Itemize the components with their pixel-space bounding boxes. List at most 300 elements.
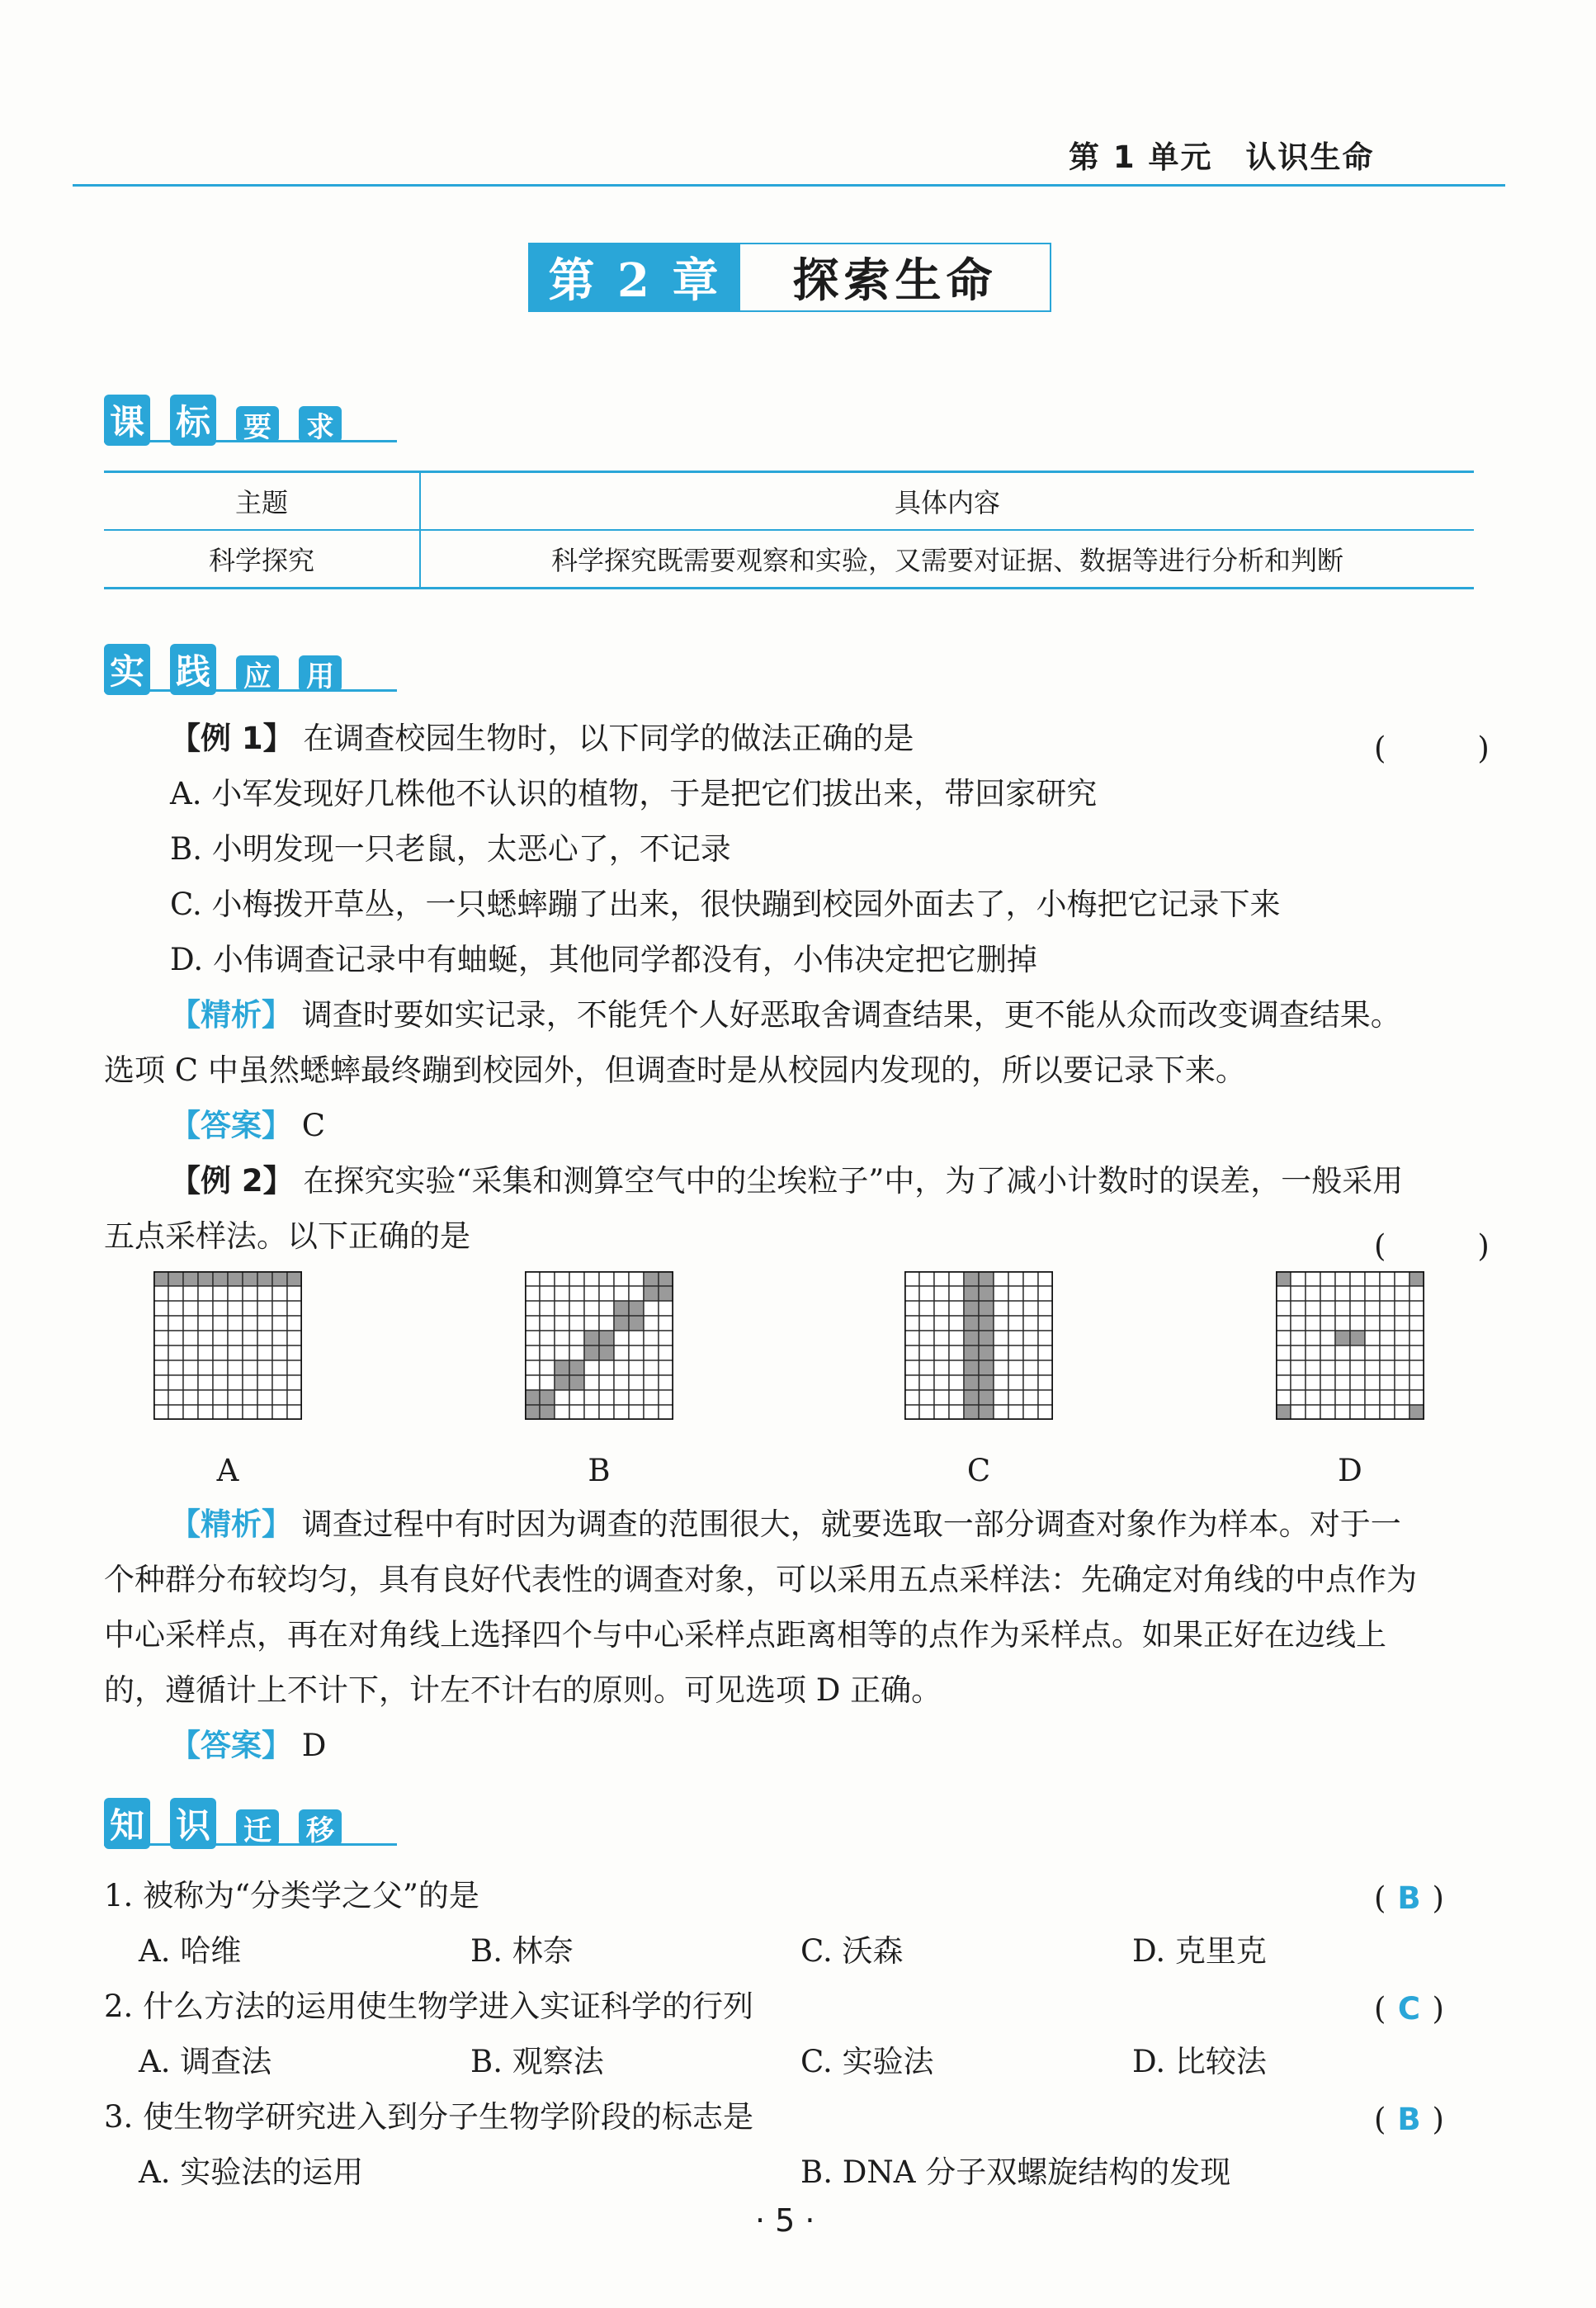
example2-analysis-text: 调查过程中有时因为调查的范围很大，就要选取一部分调查对象作为样本。对于一: [301, 1506, 1401, 1542]
grid-cell-shaded: [964, 1301, 979, 1316]
grid-cell: [272, 1301, 287, 1316]
grid-cell: [198, 1360, 213, 1375]
grid-cell: [1276, 1390, 1291, 1405]
section-transfer-badge: [104, 1790, 361, 1849]
grid-cell: [1395, 1405, 1409, 1420]
grid-cell: [540, 1346, 555, 1360]
grid-cell-shaded: [525, 1405, 540, 1420]
grid-cell-shaded: [599, 1331, 614, 1346]
grid-cell: [183, 1286, 198, 1301]
grid-cell: [1023, 1331, 1038, 1346]
grid-cell: [1335, 1316, 1350, 1331]
grid-cell: [540, 1331, 555, 1346]
grid-cell: [540, 1375, 555, 1390]
grid-cell: [1380, 1375, 1395, 1390]
grid-cell: [1306, 1301, 1320, 1316]
grid-cell-shaded: [257, 1271, 272, 1286]
grid-cell: [272, 1405, 287, 1420]
grid-cell-shaded: [213, 1271, 228, 1286]
section-practice-badge: [104, 636, 361, 695]
example2-analysis-line: [170, 1506, 1401, 1542]
grid-cell: [614, 1375, 629, 1390]
badge-char: 求: [299, 406, 342, 442]
sampling-grid-c: [904, 1271, 1053, 1420]
grid-cell: [599, 1360, 614, 1375]
badge-char: 课: [104, 395, 150, 446]
grid-cell: [228, 1405, 243, 1420]
grid-cell: [919, 1360, 934, 1375]
grid-cell: [153, 1375, 168, 1390]
grid-cell: [1306, 1360, 1320, 1375]
grid-label-b: B: [588, 1453, 611, 1488]
grid-cell: [934, 1390, 949, 1405]
grid-cell: [1365, 1316, 1380, 1331]
grid-cell-shaded: [168, 1271, 183, 1286]
grid-cell: [1038, 1301, 1053, 1316]
grid-cell: [287, 1405, 302, 1420]
grid-cell: [1038, 1271, 1053, 1286]
grid-cell: [659, 1405, 673, 1420]
grid-cell: [934, 1286, 949, 1301]
grid-cell: [272, 1375, 287, 1390]
grid-cell: [153, 1316, 168, 1331]
table-cell: 科学探究既需要观察和实验，又需要对证据、数据等进行分析和判断: [420, 530, 1474, 589]
grid-cell-shaded: [979, 1405, 994, 1420]
question-2-answer: C: [1397, 1991, 1421, 2027]
grid-cell: [287, 1390, 302, 1405]
grid-cell-shaded: [584, 1331, 599, 1346]
grid-cell: [183, 1301, 198, 1316]
grid-cell-shaded: [569, 1360, 584, 1375]
question-1-bracket: ( B ): [1374, 1880, 1444, 1916]
example2-tag: 【例 2】: [170, 1163, 294, 1199]
question-3-option: B. DNA 分子双螺旋结构的发现: [800, 2154, 1231, 2190]
grid-cell: [1023, 1286, 1038, 1301]
grid-cell: [540, 1360, 555, 1375]
question-1-option: D. 克里克: [1132, 1933, 1267, 1969]
grid-cell: [1008, 1360, 1023, 1375]
grid-cell: [287, 1360, 302, 1375]
grid-cell: [1350, 1346, 1365, 1360]
grid-cell: [555, 1316, 569, 1331]
grid-cell: [629, 1390, 644, 1405]
grid-cell: [525, 1375, 540, 1390]
grid-cell: [994, 1390, 1008, 1405]
grid-cell: [525, 1360, 540, 1375]
grid-cell-shaded: [555, 1375, 569, 1390]
example2-answer: [170, 1730, 326, 1761]
grid-cell-shaded: [964, 1390, 979, 1405]
grid-cell: [1335, 1286, 1350, 1301]
grid-label-d: D: [1338, 1453, 1362, 1488]
question-3: 3. 使生物学研究进入到分子生物学阶段的标志是: [104, 2099, 754, 2135]
grid-cell-shaded: [569, 1375, 584, 1390]
grid-cell: [614, 1405, 629, 1420]
grid-cell: [525, 1331, 540, 1346]
grid-cell: [153, 1405, 168, 1420]
grid-cell: [1380, 1390, 1395, 1405]
grid-cell: [1365, 1405, 1380, 1420]
grid-cell: [919, 1301, 934, 1316]
grid-cell: [1008, 1331, 1023, 1346]
example1-option-a: A. 小军发现好几株他不认识的植物，于是把它们拔出来，带回家研究: [170, 776, 1098, 811]
grid-cell: [540, 1316, 555, 1331]
chapter-title: 探索生命: [792, 253, 998, 308]
grid-cell: [540, 1301, 555, 1316]
grid-cell: [1276, 1346, 1291, 1360]
grid-cell: [1023, 1390, 1038, 1405]
grid-cell-shaded: [584, 1346, 599, 1360]
grid-cell: [614, 1390, 629, 1405]
grid-cell: [644, 1301, 659, 1316]
grid-cell: [1306, 1405, 1320, 1420]
grid-cell: [934, 1360, 949, 1375]
grid-cell: [1008, 1390, 1023, 1405]
grid-cell: [584, 1390, 599, 1405]
grid-cell: [584, 1405, 599, 1420]
grid-cell: [243, 1331, 257, 1346]
grid-cell: [1395, 1331, 1409, 1346]
grid-cell: [1380, 1286, 1395, 1301]
grid-cell-shaded: [1350, 1331, 1365, 1346]
grid-cell: [1350, 1286, 1365, 1301]
grid-cell: [272, 1390, 287, 1405]
grid-cell: [1038, 1316, 1053, 1331]
grid-cell: [659, 1346, 673, 1360]
grid-cell: [934, 1271, 949, 1286]
grid-cell: [198, 1390, 213, 1405]
grid-cell: [525, 1271, 540, 1286]
grid-cell-shaded: [979, 1301, 994, 1316]
grid-cell: [934, 1375, 949, 1390]
grid-cell: [904, 1271, 919, 1286]
grid-cell-shaded: [979, 1286, 994, 1301]
grid-cell: [919, 1331, 934, 1346]
example2-analysis-line: 个种群分布较均匀，具有良好代表性的调查对象，可以采用五点采样法：先确定对角线的中点作为: [104, 1562, 1417, 1597]
grid-cell: [1320, 1360, 1335, 1375]
example2-analysis-line: 的，遵循计上不计下，计左不计右的原则。可见选项 D 正确。: [104, 1672, 942, 1708]
grid-cell: [257, 1316, 272, 1331]
grid-cell-shaded: [525, 1390, 540, 1405]
grid-cell: [1038, 1390, 1053, 1405]
grid-cell: [1320, 1316, 1335, 1331]
grid-cell: [1320, 1286, 1335, 1301]
grid-cell: [1038, 1346, 1053, 1360]
grid-cell: [569, 1286, 584, 1301]
question-2-option: D. 比较法: [1132, 2044, 1267, 2079]
grid-cell: [1380, 1301, 1395, 1316]
grid-cell: [555, 1331, 569, 1346]
badge-char: 实: [104, 644, 150, 695]
grid-cell: [213, 1375, 228, 1390]
grid-cell: [1023, 1301, 1038, 1316]
grid-cell: [659, 1301, 673, 1316]
question-2-option: A. 调查法: [139, 2044, 272, 2079]
example1-option-d: D. 小伟调查记录中有蚰蜒，其他同学都没有，小伟决定把它删掉: [170, 942, 1037, 977]
grid-cell: [1023, 1346, 1038, 1360]
grid-cell: [168, 1301, 183, 1316]
grid-label-a: A: [216, 1453, 239, 1488]
grid-cell: [1320, 1375, 1335, 1390]
grid-cell: [257, 1301, 272, 1316]
grid-cell: [1276, 1331, 1291, 1346]
grid-cell: [1365, 1390, 1380, 1405]
grid-cell: [934, 1301, 949, 1316]
question-2-option: B. 观察法: [470, 2044, 604, 2079]
grid-cell: [228, 1390, 243, 1405]
grid-cell: [569, 1390, 584, 1405]
grid-cell-shaded: [644, 1286, 659, 1301]
grid-cell-shaded: [198, 1271, 213, 1286]
sampling-grid-d: [1276, 1271, 1424, 1420]
grid-cell: [243, 1390, 257, 1405]
grid-cell: [614, 1271, 629, 1286]
grid-cell: [614, 1346, 629, 1360]
grid-cell: [183, 1346, 198, 1360]
badge-char: 践: [170, 644, 216, 695]
grid-cell: [198, 1301, 213, 1316]
grid-cell: [1365, 1346, 1380, 1360]
grid-cell: [183, 1375, 198, 1390]
grid-cell: [1365, 1286, 1380, 1301]
grid-cell: [555, 1390, 569, 1405]
grid-cell: [1008, 1346, 1023, 1360]
badge-char: 识: [170, 1798, 216, 1849]
grid-cell: [153, 1360, 168, 1375]
question-2: 2. 什么方法的运用使生物学进入实证科学的行列: [104, 1989, 754, 2024]
grid-cell: [555, 1405, 569, 1420]
grid-cell-shaded: [964, 1375, 979, 1390]
grid-cell: [994, 1301, 1008, 1316]
unit-number: 第 1 单元: [1069, 140, 1213, 175]
grid-cell: [153, 1346, 168, 1360]
grid-cell: [1038, 1286, 1053, 1301]
grid-cell-shaded: [964, 1405, 979, 1420]
table-header-row: [104, 472, 1474, 531]
grid-cell-shaded: [979, 1271, 994, 1286]
grid-cell-shaded: [599, 1346, 614, 1360]
grid-cell: [183, 1360, 198, 1375]
grid-cell: [614, 1360, 629, 1375]
grid-cell: [153, 1331, 168, 1346]
grid-cell: [659, 1331, 673, 1346]
grid-cell: [644, 1331, 659, 1346]
grid-cell: [198, 1316, 213, 1331]
grid-cell: [168, 1360, 183, 1375]
grid-cell: [644, 1405, 659, 1420]
grid-cell: [1335, 1301, 1350, 1316]
example1-answer-tag: 【答案】: [170, 1108, 292, 1143]
grid-cell: [949, 1301, 964, 1316]
grid-cell: [287, 1346, 302, 1360]
question-3-answer: B: [1397, 2102, 1421, 2137]
grid-cell: [1291, 1286, 1306, 1301]
grid-cell: [949, 1331, 964, 1346]
grid-cell: [525, 1316, 540, 1331]
grid-cell: [243, 1316, 257, 1331]
grid-cell-shaded: [964, 1346, 979, 1360]
grid-cell-shaded: [555, 1360, 569, 1375]
grid-cell-shaded: [614, 1301, 629, 1316]
grid-cell: [1365, 1271, 1380, 1286]
grid-cell: [599, 1405, 614, 1420]
example2-analysis-tag: 【精析】: [170, 1506, 292, 1542]
grid-cell: [257, 1286, 272, 1301]
grid-cell: [949, 1271, 964, 1286]
grid-cell: [644, 1360, 659, 1375]
grid-cell-shaded: [979, 1390, 994, 1405]
grid-cell: [629, 1360, 644, 1375]
grid-cell-shaded: [629, 1301, 644, 1316]
question-1-option: C. 沃森: [800, 1933, 904, 1969]
badge-char: 标: [170, 395, 216, 446]
grid-cell: [1395, 1346, 1409, 1360]
grid-cell: [949, 1405, 964, 1420]
grid-cell: [994, 1375, 1008, 1390]
grid-cell: [1291, 1360, 1306, 1375]
grid-cell-shaded: [287, 1271, 302, 1286]
grid-cell: [228, 1331, 243, 1346]
grid-cell: [213, 1346, 228, 1360]
grid-cell: [569, 1405, 584, 1420]
question-3-option: A. 实验法的运用: [139, 2154, 364, 2190]
grid-cell: [287, 1375, 302, 1390]
badge-char: 要: [236, 406, 279, 442]
grid-cell: [569, 1316, 584, 1331]
grid-cell: [629, 1405, 644, 1420]
grid-cell-shaded: [272, 1271, 287, 1286]
grid-cell: [198, 1286, 213, 1301]
grid-cell: [1350, 1271, 1365, 1286]
grid-cell: [228, 1316, 243, 1331]
grid-cell: [599, 1390, 614, 1405]
grid-cell: [1008, 1316, 1023, 1331]
grid-cell: [629, 1346, 644, 1360]
grid-cell: [599, 1301, 614, 1316]
grid-cell: [213, 1286, 228, 1301]
grid-cell: [659, 1390, 673, 1405]
example1-analysis-line: [170, 997, 1401, 1033]
example1-option-c: C. 小梅拨开草丛，一只蟋蟀蹦了出来，很快蹦到校园外面去了，小梅把它记录下来: [170, 887, 1281, 922]
grid-cell: [555, 1271, 569, 1286]
grid-cell: [213, 1390, 228, 1405]
table-header-cell: 主题: [104, 472, 420, 531]
question-2-bracket: ( C ): [1374, 1991, 1444, 2027]
example1-option-b: B. 小明发现一只老鼠，太恶心了，不记录: [170, 831, 731, 867]
example2-question-text: 在探究实验“采集和测算空气中的尘埃粒子”中，为了减小计数时的误差，一般采用: [303, 1163, 1404, 1199]
grid-cell: [1008, 1286, 1023, 1301]
grid-cell-shaded: [243, 1271, 257, 1286]
grid-cell: [934, 1316, 949, 1331]
grid-cell-shaded: [183, 1271, 198, 1286]
grid-cell: [934, 1331, 949, 1346]
grid-cell: [1395, 1286, 1409, 1301]
grid-cell: [644, 1375, 659, 1390]
grid-cell: [198, 1331, 213, 1346]
grid-cell: [243, 1375, 257, 1390]
grid-cell: [198, 1346, 213, 1360]
grid-cell: [599, 1375, 614, 1390]
table-cell: 科学探究: [104, 530, 420, 589]
grid-cell: [1291, 1375, 1306, 1390]
grid-cell: [198, 1405, 213, 1420]
grid-cell: [213, 1301, 228, 1316]
grid-cell-shaded: [629, 1316, 644, 1331]
grid-cell: [1276, 1360, 1291, 1375]
grid-cell: [1409, 1346, 1424, 1360]
grid-cell: [257, 1375, 272, 1390]
grid-cell: [257, 1331, 272, 1346]
grid-cell: [919, 1405, 934, 1420]
example1-question: [170, 723, 914, 754]
badge-char: 应: [236, 655, 279, 692]
grid-cell: [584, 1316, 599, 1331]
grid-cell: [168, 1316, 183, 1331]
grid-cell: [1320, 1271, 1335, 1286]
grid-cell: [584, 1286, 599, 1301]
grid-cell: [934, 1405, 949, 1420]
grid-cell: [1380, 1331, 1395, 1346]
grid-cell-shaded: [964, 1360, 979, 1375]
badge-char: 迁: [236, 1809, 279, 1846]
grid-cell-shaded: [153, 1271, 168, 1286]
grid-cell: [168, 1405, 183, 1420]
grid-cell: [243, 1301, 257, 1316]
grid-cell: [629, 1375, 644, 1390]
grid-cell: [525, 1286, 540, 1301]
example1-bracket: ( ): [1374, 731, 1490, 766]
grid-cell: [1023, 1375, 1038, 1390]
grid-cell: [1380, 1316, 1395, 1331]
sampling-grid-a: [153, 1271, 302, 1420]
grid-cell: [1335, 1271, 1350, 1286]
grid-cell: [1008, 1301, 1023, 1316]
example1-answer-value: C: [301, 1108, 326, 1143]
grid-cell: [1409, 1331, 1424, 1346]
grid-cell: [1395, 1316, 1409, 1331]
grid-cell: [1291, 1316, 1306, 1331]
grid-cell: [183, 1405, 198, 1420]
grid-cell: [1365, 1360, 1380, 1375]
grid-cell: [629, 1271, 644, 1286]
grid-cell: [644, 1346, 659, 1360]
grid-cell: [644, 1390, 659, 1405]
grid-cell: [168, 1346, 183, 1360]
grid-cell: [153, 1390, 168, 1405]
grid-cell: [904, 1316, 919, 1331]
grid-cell: [1395, 1301, 1409, 1316]
grid-cell: [1395, 1360, 1409, 1375]
grid-cell: [1291, 1346, 1306, 1360]
grid-cell: [1409, 1375, 1424, 1390]
chapter-banner: [528, 243, 1051, 312]
grid-cell: [1291, 1390, 1306, 1405]
grid-cell: [1276, 1301, 1291, 1316]
grid-cell: [1335, 1390, 1350, 1405]
grid-cell: [287, 1316, 302, 1331]
grid-cell: [994, 1360, 1008, 1375]
grid-cell: [1335, 1405, 1350, 1420]
grid-cell: [919, 1390, 934, 1405]
grid-cell: [540, 1286, 555, 1301]
grid-cell-shaded: [979, 1375, 994, 1390]
badge-char: 移: [299, 1809, 342, 1846]
grid-cell: [1023, 1360, 1038, 1375]
grid-cell: [919, 1286, 934, 1301]
header-rule: [73, 184, 1505, 187]
grid-cell: [1038, 1405, 1053, 1420]
grid-cell: [153, 1286, 168, 1301]
